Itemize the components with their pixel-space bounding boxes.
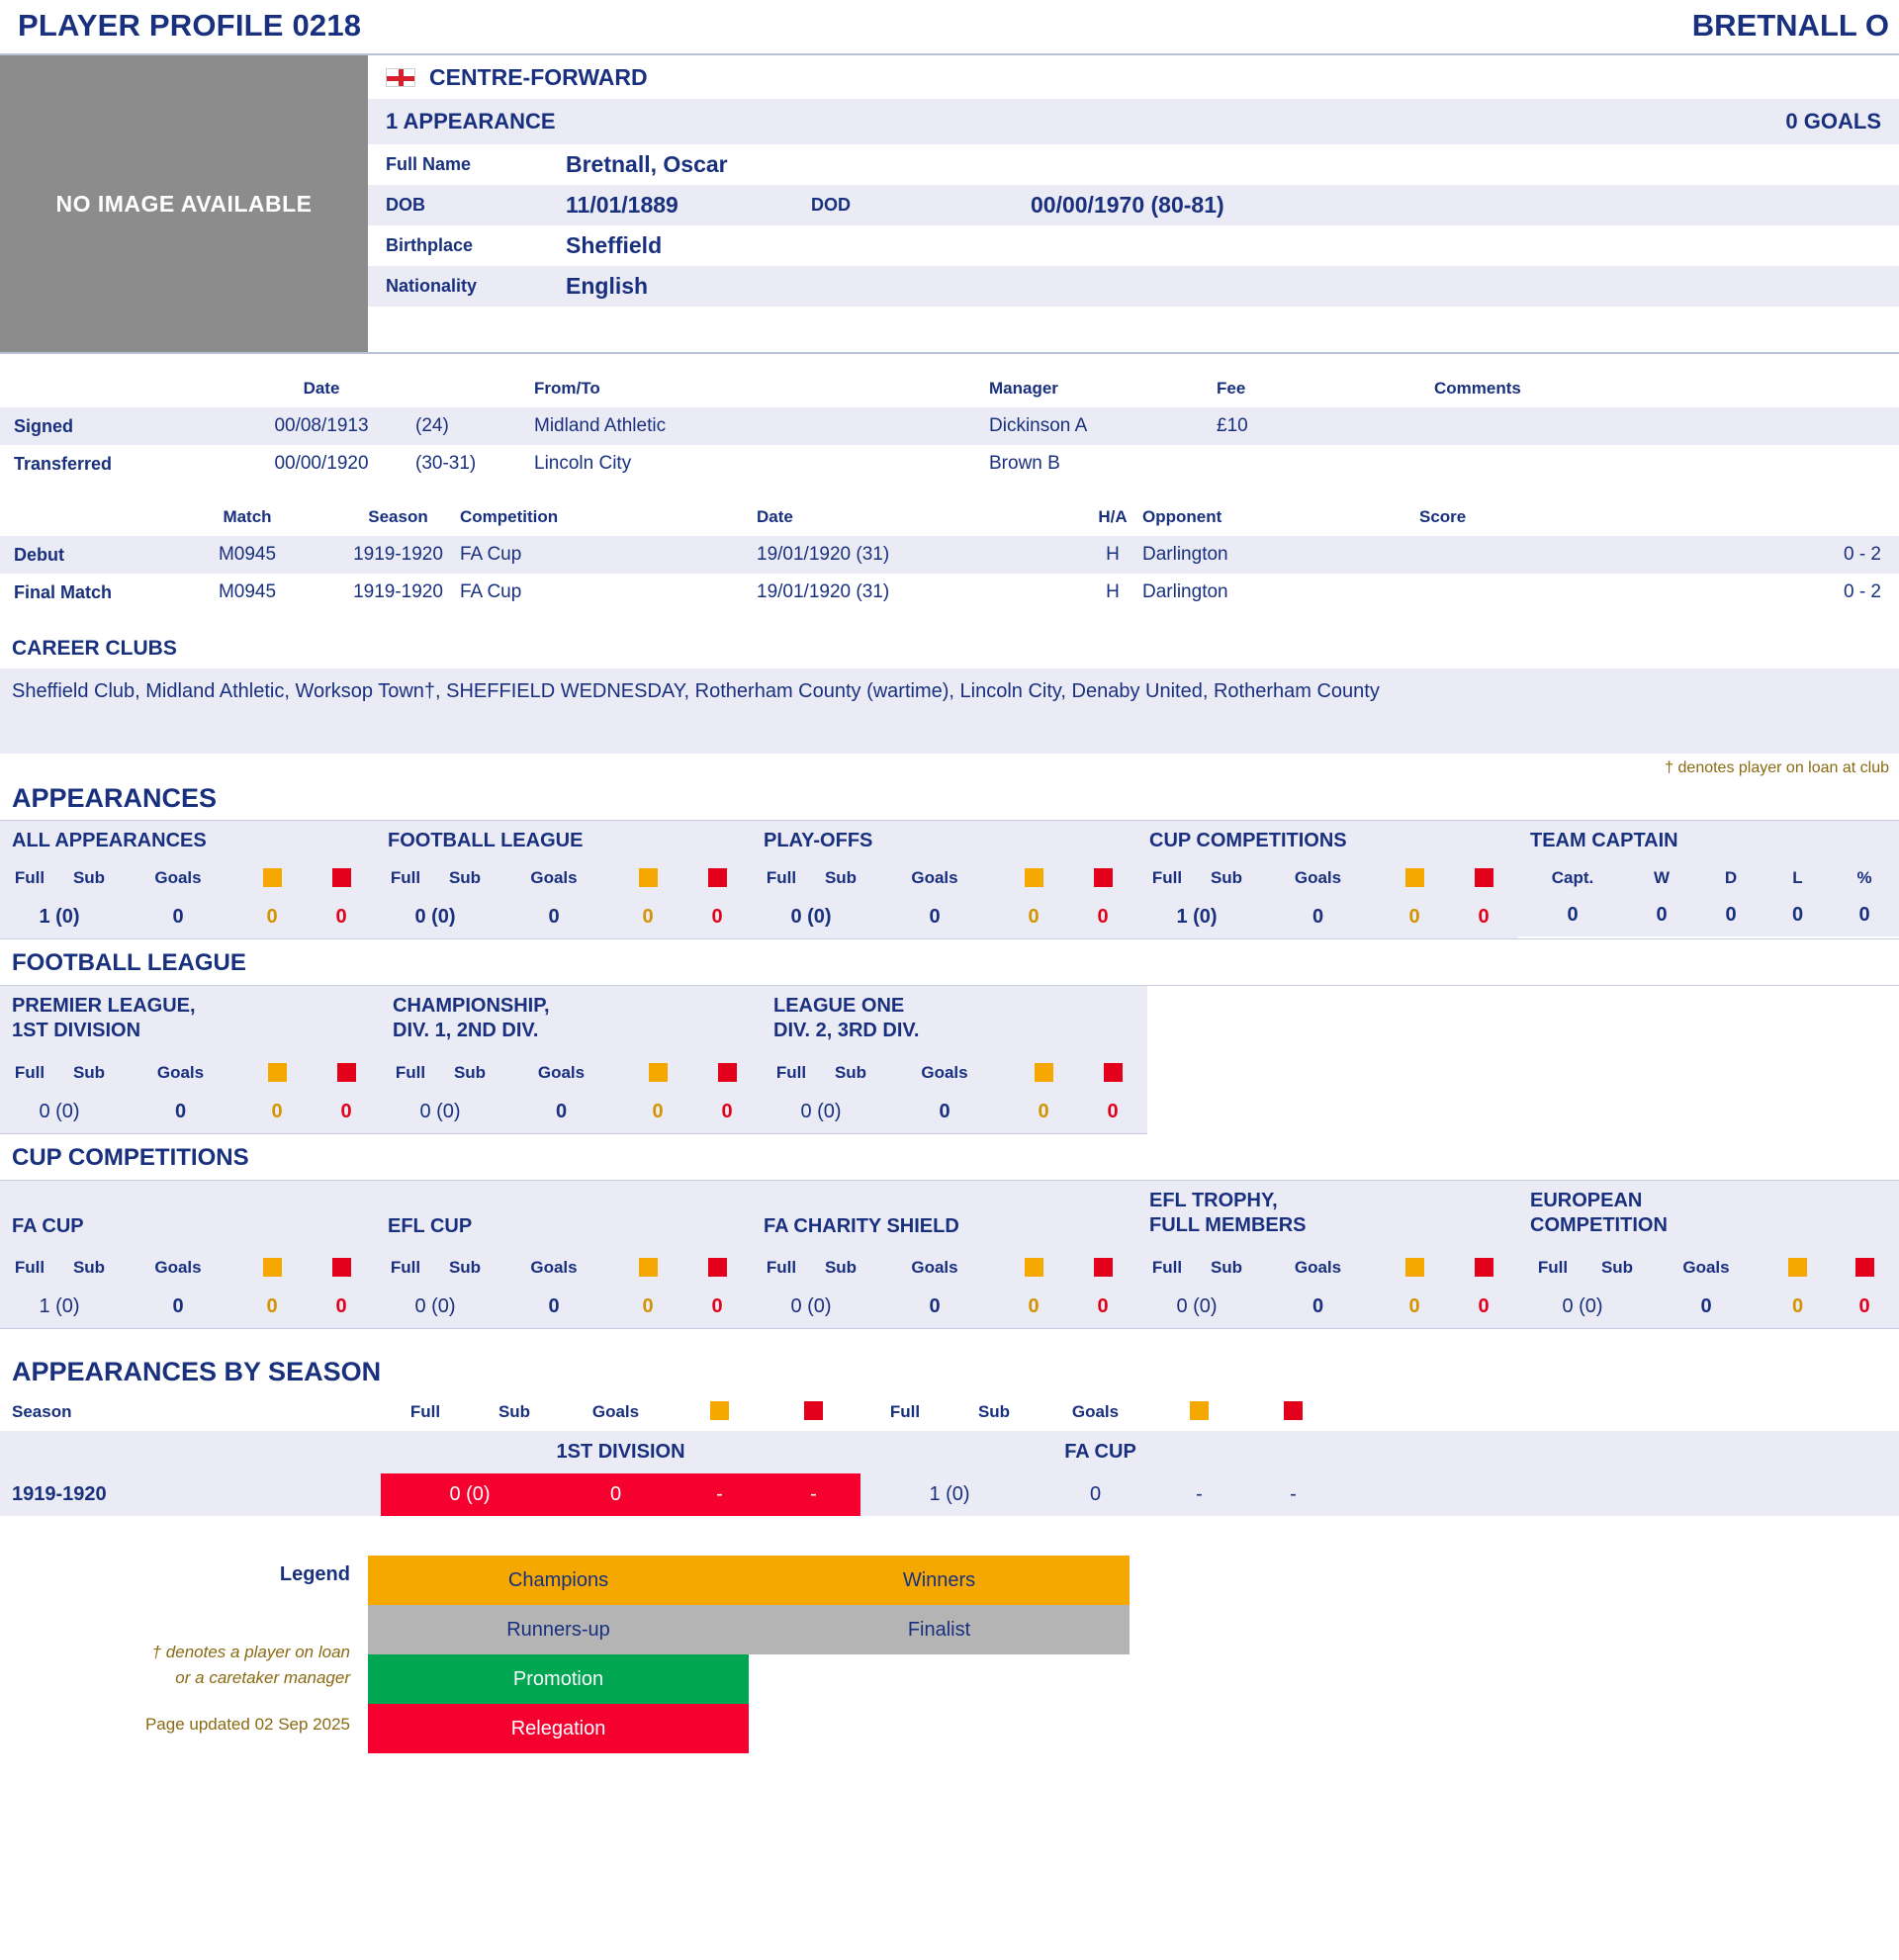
val-w: 0 [1656,904,1668,926]
col-full: Full [766,1258,797,1277]
signed-date: 00/08/1913 [227,407,415,445]
stat-block-title-line1: EUROPEAN [1530,1190,1643,1211]
th-opponent: Opponent [1142,507,1222,526]
th-yellow-card [673,1393,767,1431]
identity-section [0,55,1899,352]
season-c1-red: - [767,1473,860,1516]
stat-block-title: CUP COMPETITIONS [1137,821,1518,860]
stat-block-all-appearances [0,821,376,938]
stat-block-title: PLAY-OFFS [752,821,1137,860]
val-yellow: 0 [1408,906,1420,928]
stat-block-title: EFL CUP [388,1215,473,1237]
legend-grid [368,1556,1130,1753]
val-appearances: 1 (0) [39,906,80,928]
val-goals: 0 [929,1295,941,1317]
val-appearances: 0 (0) [790,1295,832,1317]
matches-header-row [0,498,1899,536]
col-yellow-card [1380,860,1449,898]
col-yellow-card [237,1250,307,1288]
col-goals: Goals [530,868,578,887]
fact-value-dod: 00/00/1970 (80-81) [1031,192,1224,218]
page-updated: Page updated 02 Sep 2025 [144,1715,350,1734]
th-sub-2: Sub [977,1402,1011,1421]
val-goals: 0 [174,1101,187,1122]
by-season-title: APPEARANCES BY SEASON [12,1357,382,1386]
col-yellow-card [999,1250,1068,1288]
val-appearances: 0 (0) [419,1101,461,1122]
col-goals: Goals [154,868,202,887]
th-score: Score [1419,507,1467,526]
stat-block-title-line2: 1ST DIVISION [12,1020,141,1041]
col-l: L [1792,868,1803,887]
col-sub: Sub [1600,1258,1634,1277]
th-fee: Fee [1217,379,1246,398]
val-appearances: 0 (0) [414,906,456,928]
col-red-card [307,1250,376,1288]
transferred-to: Lincoln City [534,453,632,474]
val-appearances: 0 (0) [800,1101,842,1122]
stat-block-title-line2: FULL MEMBERS [1149,1214,1307,1236]
val-appearances: 0 (0) [39,1101,80,1122]
val-capt: 0 [1567,904,1579,926]
col-sub: Sub [448,868,482,887]
col-full: Full [775,1063,807,1082]
th-comments: Comments [1434,379,1521,398]
legend-row [368,1704,1130,1753]
table-row-transferred [0,445,1899,483]
val-appearances: 1 (0) [39,1295,80,1317]
val-appearances: 0 (0) [790,906,832,928]
legend-label: Legend [279,1563,350,1585]
col-yellow-card [237,860,307,898]
col-pct: % [1856,868,1872,887]
val-yellow: 0 [1028,906,1040,928]
col-red-card [682,1250,752,1288]
final-ha: H [1106,581,1120,602]
val-l: 0 [1791,904,1804,926]
career-clubs-loan-note: † denotes player on loan at club [1665,759,1889,776]
val-appearances: 0 (0) [1176,1295,1218,1317]
col-red-card [1078,1055,1147,1093]
col-full: Full [14,1063,45,1082]
final-match: M0945 [218,581,277,602]
th-blank3 [0,498,158,536]
val-goals: 0 [1311,906,1324,928]
fact-label-full-name: Full Name [386,154,472,174]
val-yellow: 0 [1408,1295,1420,1317]
signed-from: Midland Athletic [534,407,989,445]
fact-value-full-name: Bretnall, Oscar [566,151,728,177]
col-yellow-card [999,860,1068,898]
final-season: 1919-1920 [353,581,443,602]
col-full: Full [1151,1258,1183,1277]
th-match-date: Date [757,507,793,526]
val-red: 0 [335,906,347,928]
col-goals: Goals [537,1063,586,1082]
col-sub: Sub [824,1258,858,1277]
th-full-2: Full [889,1402,921,1421]
val-red: 0 [1478,1295,1490,1317]
season-c2-yellow: - [1196,1483,1203,1505]
col-sub: Sub [1210,868,1243,887]
appearances-title: APPEARANCES [12,783,218,813]
legend-relegation: Relegation [368,1704,749,1753]
appearances-goals-row [368,99,1899,144]
fact-value-dob: 11/01/1889 [566,192,678,218]
val-yellow: 0 [266,1295,278,1317]
signed-comments [1434,407,1899,445]
val-goals: 0 [1700,1295,1712,1317]
group-label-division: 1ST DIVISION [556,1441,685,1463]
debut-match: M0945 [158,536,336,574]
col-red-card [1449,1250,1518,1288]
th-match: Match [223,507,272,526]
th-manager: Manager [989,379,1058,398]
legend-row [368,1556,1130,1605]
val-goals: 0 [1311,1295,1324,1317]
val-goals: 0 [548,1295,560,1317]
legend-empty [749,1704,1130,1753]
football-league-row [0,986,1899,1133]
season-c1-appearances: 0 (0) [381,1473,559,1516]
col-sub: Sub [453,1063,487,1082]
stat-block-efl-trophy [1137,1181,1518,1328]
col-red-card [682,860,752,898]
stat-block-title-line2: DIV. 2, 3RD DIV. [773,1020,920,1041]
legend-runners-up: Runners-up [368,1605,749,1654]
col-goals: Goals [154,1258,202,1277]
th-season: Season [12,1402,72,1421]
val-goals: 0 [555,1101,568,1122]
th-competition: Competition [460,507,559,526]
stat-block-cup-competitions [1137,821,1518,938]
row-label-transferred: Transferred [14,453,113,474]
col-yellow-card [1380,1250,1449,1288]
col-sub: Sub [72,868,106,887]
career-clubs-title: CAREER CLUBS [12,637,177,660]
stat-block-championship [381,986,762,1133]
col-full: Full [390,868,421,887]
th-blank [0,370,227,407]
col-goals: Goals [1682,1258,1730,1277]
col-capt: Capt. [1551,868,1594,887]
fact-label-dod: DOD [811,195,851,215]
val-red: 0 [1097,1295,1109,1317]
signed-fee: £10 [1217,407,1434,445]
player-surname: BRETNALL O [1691,8,1889,43]
col-full: Full [1537,1258,1569,1277]
transferred-manager: Brown B [989,453,1060,474]
th-full: Full [409,1402,441,1421]
debut-date: 19/01/1920 (31) [757,536,1083,574]
fact-row-dob [368,185,1899,225]
val-red: 0 [721,1101,733,1122]
col-red-card [307,860,376,898]
stat-block-title-line2: DIV. 1, 2ND DIV. [393,1020,539,1041]
transferred-date: 00/00/1920 [274,453,369,474]
val-yellow: 0 [1028,1295,1040,1317]
col-yellow-card [613,860,682,898]
stat-block-football-league [376,821,752,938]
stat-block-title: FA CUP [12,1215,84,1237]
table-row-season [0,1473,1899,1516]
transferred-age: (30-31) [415,453,477,474]
th-yellow-card-2 [1152,1393,1246,1431]
val-red: 0 [335,1295,347,1317]
val-red: 0 [340,1101,352,1122]
transfers-header-row [0,370,1899,407]
stat-block-play-offs [752,821,1137,938]
by-season-header-row [0,1393,1899,1431]
debut-opponent: Darlington [1142,536,1419,574]
th-goals-2: Goals [1071,1402,1120,1421]
stat-block-efl-cup [376,1181,752,1328]
th-sub: Sub [497,1402,531,1421]
appearances-summary-row [0,821,1899,938]
legend-notes [0,1586,350,1737]
season-c2-appearances: 1 (0) [929,1483,970,1505]
col-full: Full [395,1063,426,1082]
transferred-fee [1217,445,1434,483]
stat-block-title-line1: PREMIER LEAGUE, [12,995,196,1017]
col-goals: Goals [911,1258,958,1277]
page-title: PLAYER PROFILE 0218 [18,8,362,43]
legend-row [368,1654,1130,1704]
col-sub: Sub [824,868,858,887]
col-yellow-card [613,1250,682,1288]
val-yellow: 0 [652,1101,664,1122]
legend-loan-note-line1: † denotes a player on loan [151,1643,350,1661]
val-red: 0 [1107,1101,1119,1122]
col-yellow-card [1765,1250,1830,1288]
fact-row-full-name [368,144,1899,185]
val-red: 0 [711,1295,723,1317]
season-value: 1919-1920 [12,1483,107,1505]
th-red-card [767,1393,860,1431]
col-full: Full [14,868,45,887]
stat-block-title-line2: COMPETITION [1530,1214,1668,1236]
stat-block-title: TEAM CAPTAIN [1518,821,1899,860]
th-date: Date [303,379,340,398]
col-red-card [1068,1250,1137,1288]
val-red: 0 [1858,1295,1870,1317]
transfers-table [0,370,1899,483]
final-score: 0 - 2 [1843,581,1881,602]
th-season: Season [368,507,428,526]
career-clubs-list: Sheffield Club, Midland Athletic, Worksop Town†, SHEFFIELD WEDNESDAY, Rotherham County (wartime), Lincoln City, Denaby United, Rotherham County [0,668,1899,754]
val-yellow: 0 [1791,1295,1804,1317]
legend-section [0,1516,1899,1753]
col-full: Full [1151,868,1183,887]
th-fromto: From/To [534,379,600,398]
stat-block-fa-charity-shield [752,1181,1137,1328]
group-label-fa-cup: FA CUP [1064,1441,1136,1463]
fact-value-birthplace: Sheffield [566,232,663,258]
th-ha: H/A [1098,507,1128,526]
legend-promotion: Promotion [368,1654,749,1704]
stat-block-title-line1: LEAGUE ONE [773,995,905,1017]
signed-manager: Dickinson A [989,407,1217,445]
val-appearances: 0 (0) [1562,1295,1603,1317]
stat-block-title: FA CHARITY SHIELD [764,1215,959,1237]
debut-score: 0 - 2 [1419,536,1899,574]
legend-champions: Champions [368,1556,749,1605]
val-yellow: 0 [642,1295,654,1317]
row-label-signed: Signed [0,407,227,445]
col-yellow-card [1009,1055,1078,1093]
fact-value-nationality: English [566,273,649,299]
val-appearances: 0 (0) [414,1295,456,1317]
th-goals: Goals [591,1402,640,1421]
row-label-final-match: Final Match [14,581,113,602]
val-red: 0 [1478,906,1490,928]
fact-label-dob: DOB [386,195,425,215]
stat-block-title-line1: CHAMPIONSHIP, [393,995,550,1017]
val-goals: 0 [939,1101,950,1122]
col-goals: Goals [921,1063,968,1082]
val-yellow: 0 [266,906,278,928]
final-date: 19/01/1920 (31) [757,581,890,602]
page-header [0,0,1899,53]
goals-total: 0 GOALS [1785,109,1881,134]
val-goals: 0 [929,906,941,928]
val-yellow: 0 [642,906,654,928]
col-red-card [1449,860,1518,898]
debut-competition: FA Cup [460,536,757,574]
val-appearances: 1 (0) [1176,906,1218,928]
val-pct: 0 [1858,904,1870,926]
val-goals: 0 [548,906,560,928]
col-sub: Sub [72,1258,106,1277]
col-goals: Goals [1294,868,1342,887]
val-yellow: 0 [271,1101,283,1122]
col-goals: Goals [530,1258,578,1277]
col-red-card [692,1055,762,1093]
stat-block-premier-league [0,986,381,1133]
col-goals: Goals [1294,1258,1342,1277]
position-row [368,55,1899,99]
val-yellow: 0 [1038,1101,1049,1122]
by-season-group-row [0,1431,1899,1473]
col-full: Full [390,1258,421,1277]
th-blank2 [415,370,534,407]
col-sub: Sub [834,1063,867,1082]
val-red: 0 [1097,906,1109,928]
legend-loan-note-line2: or a caretaker manager [175,1667,350,1687]
col-sub: Sub [72,1063,106,1082]
val-goals: 0 [172,906,184,928]
cup-competitions-row [0,1181,1899,1328]
val-goals: 0 [172,1295,184,1317]
th-red-card-2 [1246,1393,1340,1431]
cup-competitions-title: CUP COMPETITIONS [12,1144,249,1171]
stat-block-title-line1: EFL TROPHY, [1149,1190,1278,1211]
table-row-debut [0,536,1899,574]
stat-block-european-competition [1518,1181,1899,1328]
col-goals: Goals [156,1063,205,1082]
stat-block-fa-cup [0,1181,376,1328]
col-red-card [1830,1250,1899,1288]
signed-age: (24) [415,407,534,445]
legend-winners: Winners [749,1556,1130,1605]
val-d: 0 [1725,904,1737,926]
legend-empty [749,1654,1130,1704]
england-flag-icon [386,68,415,87]
col-d: D [1724,868,1738,887]
stat-block-team-captain [1518,821,1899,938]
col-sub: Sub [448,1258,482,1277]
by-season-table [0,1393,1899,1516]
fact-label-nationality: Nationality [386,276,478,296]
transferred-comments [1434,445,1899,483]
player-position: CENTRE-FORWARD [429,63,648,90]
season-c1-goals: 0 [559,1473,673,1516]
stat-block-title: FOOTBALL LEAGUE [376,821,752,860]
appearances-total: 1 APPEARANCE [386,109,556,134]
col-yellow-card [242,1055,312,1093]
debut-season: 1919-1920 [336,536,460,574]
col-red-card [312,1055,381,1093]
col-w: W [1653,868,1671,887]
fact-row-birthplace [368,225,1899,266]
season-c2-goals: 0 [1089,1483,1102,1505]
debut-ha: H [1083,536,1142,574]
table-row-signed [0,407,1899,445]
stat-block-title: ALL APPEARANCES [0,821,376,860]
legend-finalist: Finalist [749,1605,1130,1654]
season-c1-yellow: - [673,1473,767,1516]
final-opponent: Darlington [1142,581,1228,602]
val-red: 0 [711,906,723,928]
final-competition: FA Cup [460,581,522,602]
col-full: Full [14,1258,45,1277]
fact-row-nationality [368,266,1899,307]
table-row-final-match [0,574,1899,611]
col-goals: Goals [911,868,958,887]
debut-final-table [0,498,1899,611]
fact-label-birthplace: Birthplace [386,235,474,255]
season-c2-red: - [1290,1483,1297,1505]
row-label-debut: Debut [0,536,158,574]
player-photo-placeholder: NO IMAGE AVAILABLE [0,55,368,352]
col-yellow-card [623,1055,692,1093]
stat-block-league-one [762,986,1147,1133]
col-full: Full [766,868,797,887]
legend-row [368,1605,1130,1654]
col-sub: Sub [1210,1258,1243,1277]
football-league-title: FOOTBALL LEAGUE [12,949,246,976]
col-red-card [1068,860,1137,898]
